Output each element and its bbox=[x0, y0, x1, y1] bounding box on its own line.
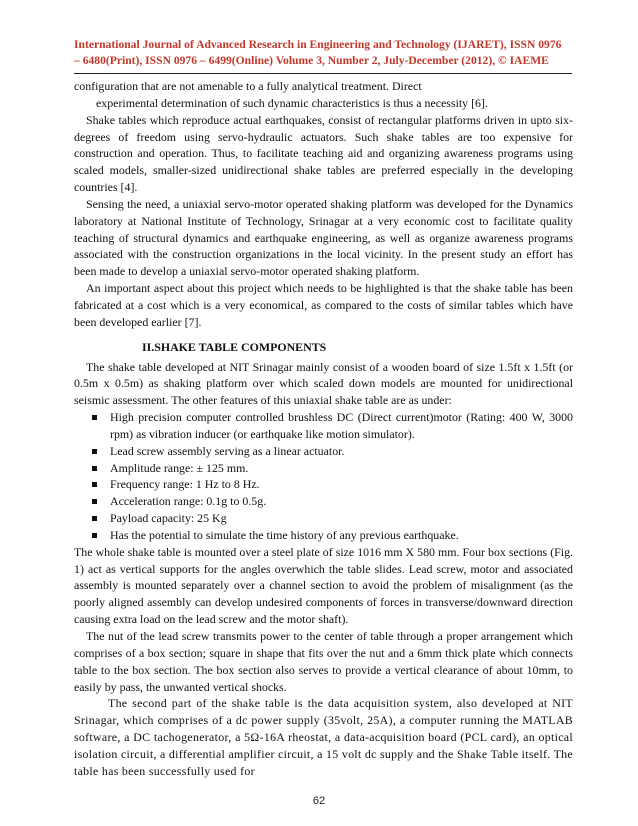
journal-header bbox=[74, 37, 572, 68]
list-item: High precision computer controlled brushless DC (Direct current)motor (Rating: 400 W, 3000 rpm) as vibration inducer (or earthquake like motion simulator). bbox=[92, 409, 573, 443]
paragraph: The second part of the shake table is the data acquisition system, also developed at NIT Srinagar, which comprises of a dc power supply (35volt, 25A), a computer running the MATLAB software, a DC tachogenerator, a 5Ω-16A rheostat, a data-acquisition board (PCL card), an optical isolation circuit, a differential amplifier circuit, a 15 volt dc supply and the Shake Table itself. The table has been successfully used for bbox=[74, 696, 573, 778]
bullet-square-icon bbox=[92, 499, 97, 504]
list-item: Payload capacity: 25 Kg bbox=[92, 510, 573, 527]
bullet-square-icon bbox=[92, 482, 97, 487]
header-rule bbox=[74, 73, 572, 74]
journal-header-line-2: – 6480(Print), ISSN 0976 – 6499(Online) Volume 3, Number 2, July-December (2012), © IAEME bbox=[74, 53, 549, 67]
list-item: Acceleration range: 0.1g to 0.5g. bbox=[92, 493, 573, 510]
paragraph: An important aspect about this project which needs to be highlighted is that the shake table has been fabricated at a cost which is a very economical, as compared to the costs of similar tables which have been developed earlier [7]. bbox=[74, 281, 573, 329]
paragraph: The nut of the lead screw transmits power to the center of table through a proper arrangement which comprises of a box section; square in shape that fits over the nut and a 6mm thick plate which connects table to the box section. The box section also serves to provide a vertical clearance of about 10mm, to easily by pass, the unwanted vertical shocks. bbox=[74, 629, 573, 694]
paragraph-continuation: experimental determination of such dynamic characteristics is thus a necessity [6]. bbox=[96, 95, 488, 110]
paragraph: The shake table developed at NIT Srinagar mainly consist of a wooden board of size 1.5ft x 1.5ft (or 0.5m x 0.5m) as shaking platform over which scaled down models are mounted for unidirectional seismic assessment. The other features of this uniaxial shake table are as under: bbox=[74, 359, 573, 408]
paragraph: The whole shake table is mounted over a steel plate of size 1016 mm X 580 mm. Four box sections (Fig. 1) act as vertical supports for the angles overwhich the table slides. Lead screw, motor and associated assembly is mounted separately over a channel section to avoid the problem of misalignment (as the poorly aligned assembly can develop undesired components of forces in transverse/downward direction causing extra load on the lead screw and the motor shaft). bbox=[74, 544, 573, 627]
bullet-square-icon bbox=[92, 415, 97, 420]
bullet-square-icon bbox=[92, 516, 97, 521]
feature-list bbox=[74, 409, 573, 544]
bullet-square-icon bbox=[92, 449, 97, 454]
paragraph: Sensing the need, a uniaxial servo-motor operated shaking platform was developed for the Dynamics laboratory at National Institute of Technology, Srinagar at a very economic cost to facilitate quality teaching of structural dynamics and earthquake engineering, as well as organize awareness programs associated with the construction organizations in the local vicinity. In the present study an effort has been made to develop a uniaxial servo-motor operated shaking platform. bbox=[74, 196, 573, 279]
article-body bbox=[74, 78, 573, 780]
journal-header-line-1: International Journal of Advanced Research in Engineering and Technology (IJARET), ISSN 0976 bbox=[74, 38, 562, 51]
paragraph: configuration that are not amenable to a fully analytical treatment. Direct bbox=[74, 79, 422, 93]
section-heading bbox=[74, 339, 573, 356]
page-number: 62 bbox=[312, 795, 326, 807]
list-item: Lead screw assembly serving as a linear actuator. bbox=[92, 443, 573, 460]
section-number: II. bbox=[142, 339, 155, 354]
bullet-square-icon bbox=[92, 466, 97, 471]
bullet-square-icon bbox=[92, 533, 97, 538]
paragraph: Shake tables which reproduce actual earthquakes, consist of rectangular platforms driven in upto six-degrees of freedom using servo-hydraulic actuators. Such shake tables are too expensive for construction and operation. Thus, to facilitate teaching aid and organizing awareness programs using scaled models, smaller-sized unidirectional shake tables are preferred especially in the developing countries [4]. bbox=[74, 112, 573, 195]
list-item: Frequency range: 1 Hz to 8 Hz. bbox=[92, 476, 573, 493]
list-item: Amplitude range: ± 125 mm. bbox=[92, 460, 573, 477]
list-item: Has the potential to simulate the time history of any previous earthquake. bbox=[92, 527, 573, 544]
section-title: SHAKE TABLE COMPONENTS bbox=[154, 339, 327, 354]
